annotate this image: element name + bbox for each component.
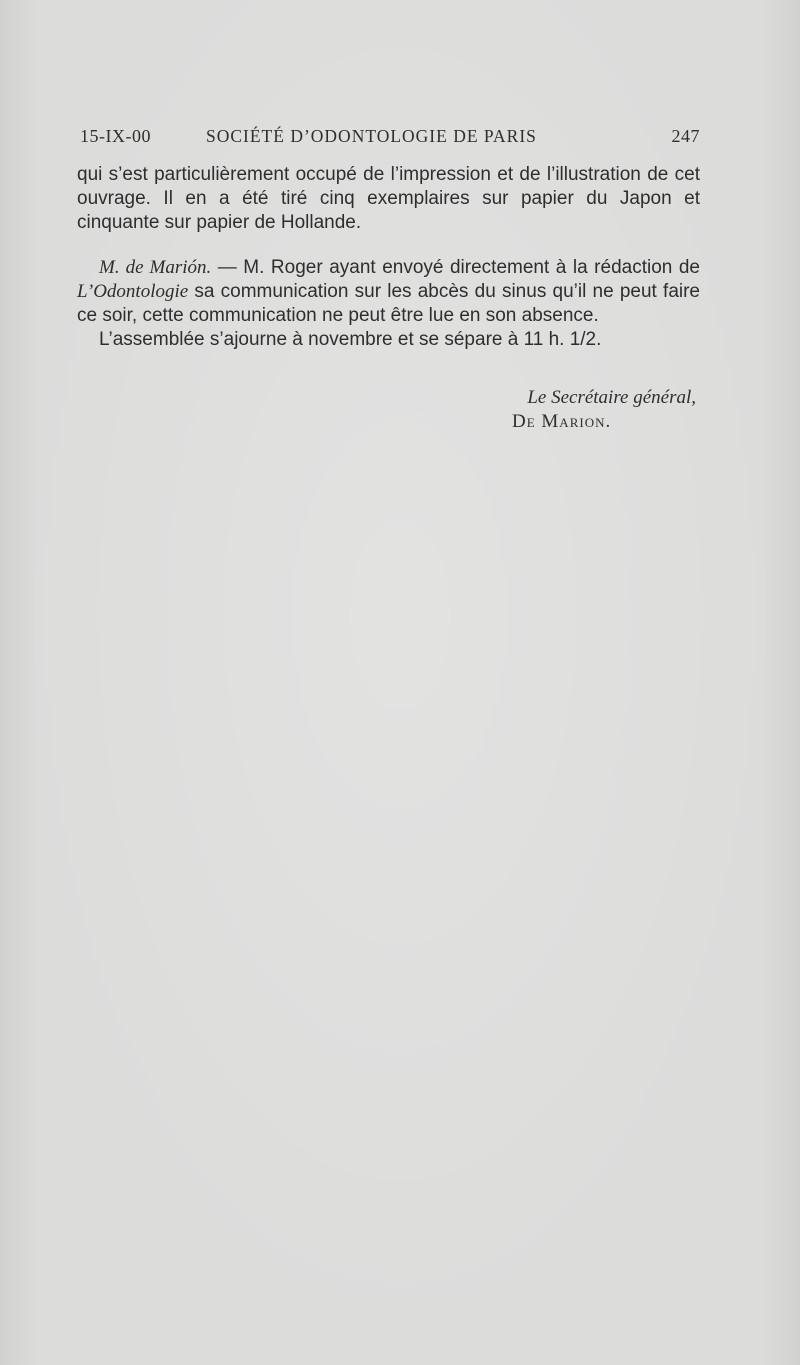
paragraph-1: qui s’est particulièrement occupé de l’impression et de l’illustration de cet ouvrage. Il en a été tiré cinq exemplaires sur papier du Japon et cinquante sur papier de Hollande. — [77, 164, 700, 233]
paragraph-2-text-b: sa communication sur les abcès du sinus qu’il ne peut faire ce soir, cette communication ne peut être lue en son absence. — [77, 281, 700, 326]
header-date: 15-IX-00 — [80, 126, 151, 146]
signature-block — [470, 386, 700, 434]
speaker-name: M. de Marión. — [99, 257, 212, 278]
signature-title: Le Secrétaire général, — [527, 387, 696, 408]
running-header — [80, 126, 700, 154]
header-journal-title: SOCIÉTÉ D’ODONTOLOGIE DE PARIS — [206, 126, 537, 146]
body-text — [77, 163, 700, 352]
paragraph-2-text-a: — M. Roger ayant envoyé directement à la rédaction de — [211, 257, 700, 278]
page-number: 247 — [671, 126, 700, 146]
paragraph-3: L’assemblée s’ajourne à novembre et se sépare à 11 h. 1/2. — [99, 329, 602, 350]
journal-reference: L’Odontologie — [77, 281, 189, 302]
paragraph-2 — [77, 256, 700, 328]
signature-name: De Marion. — [512, 411, 612, 432]
